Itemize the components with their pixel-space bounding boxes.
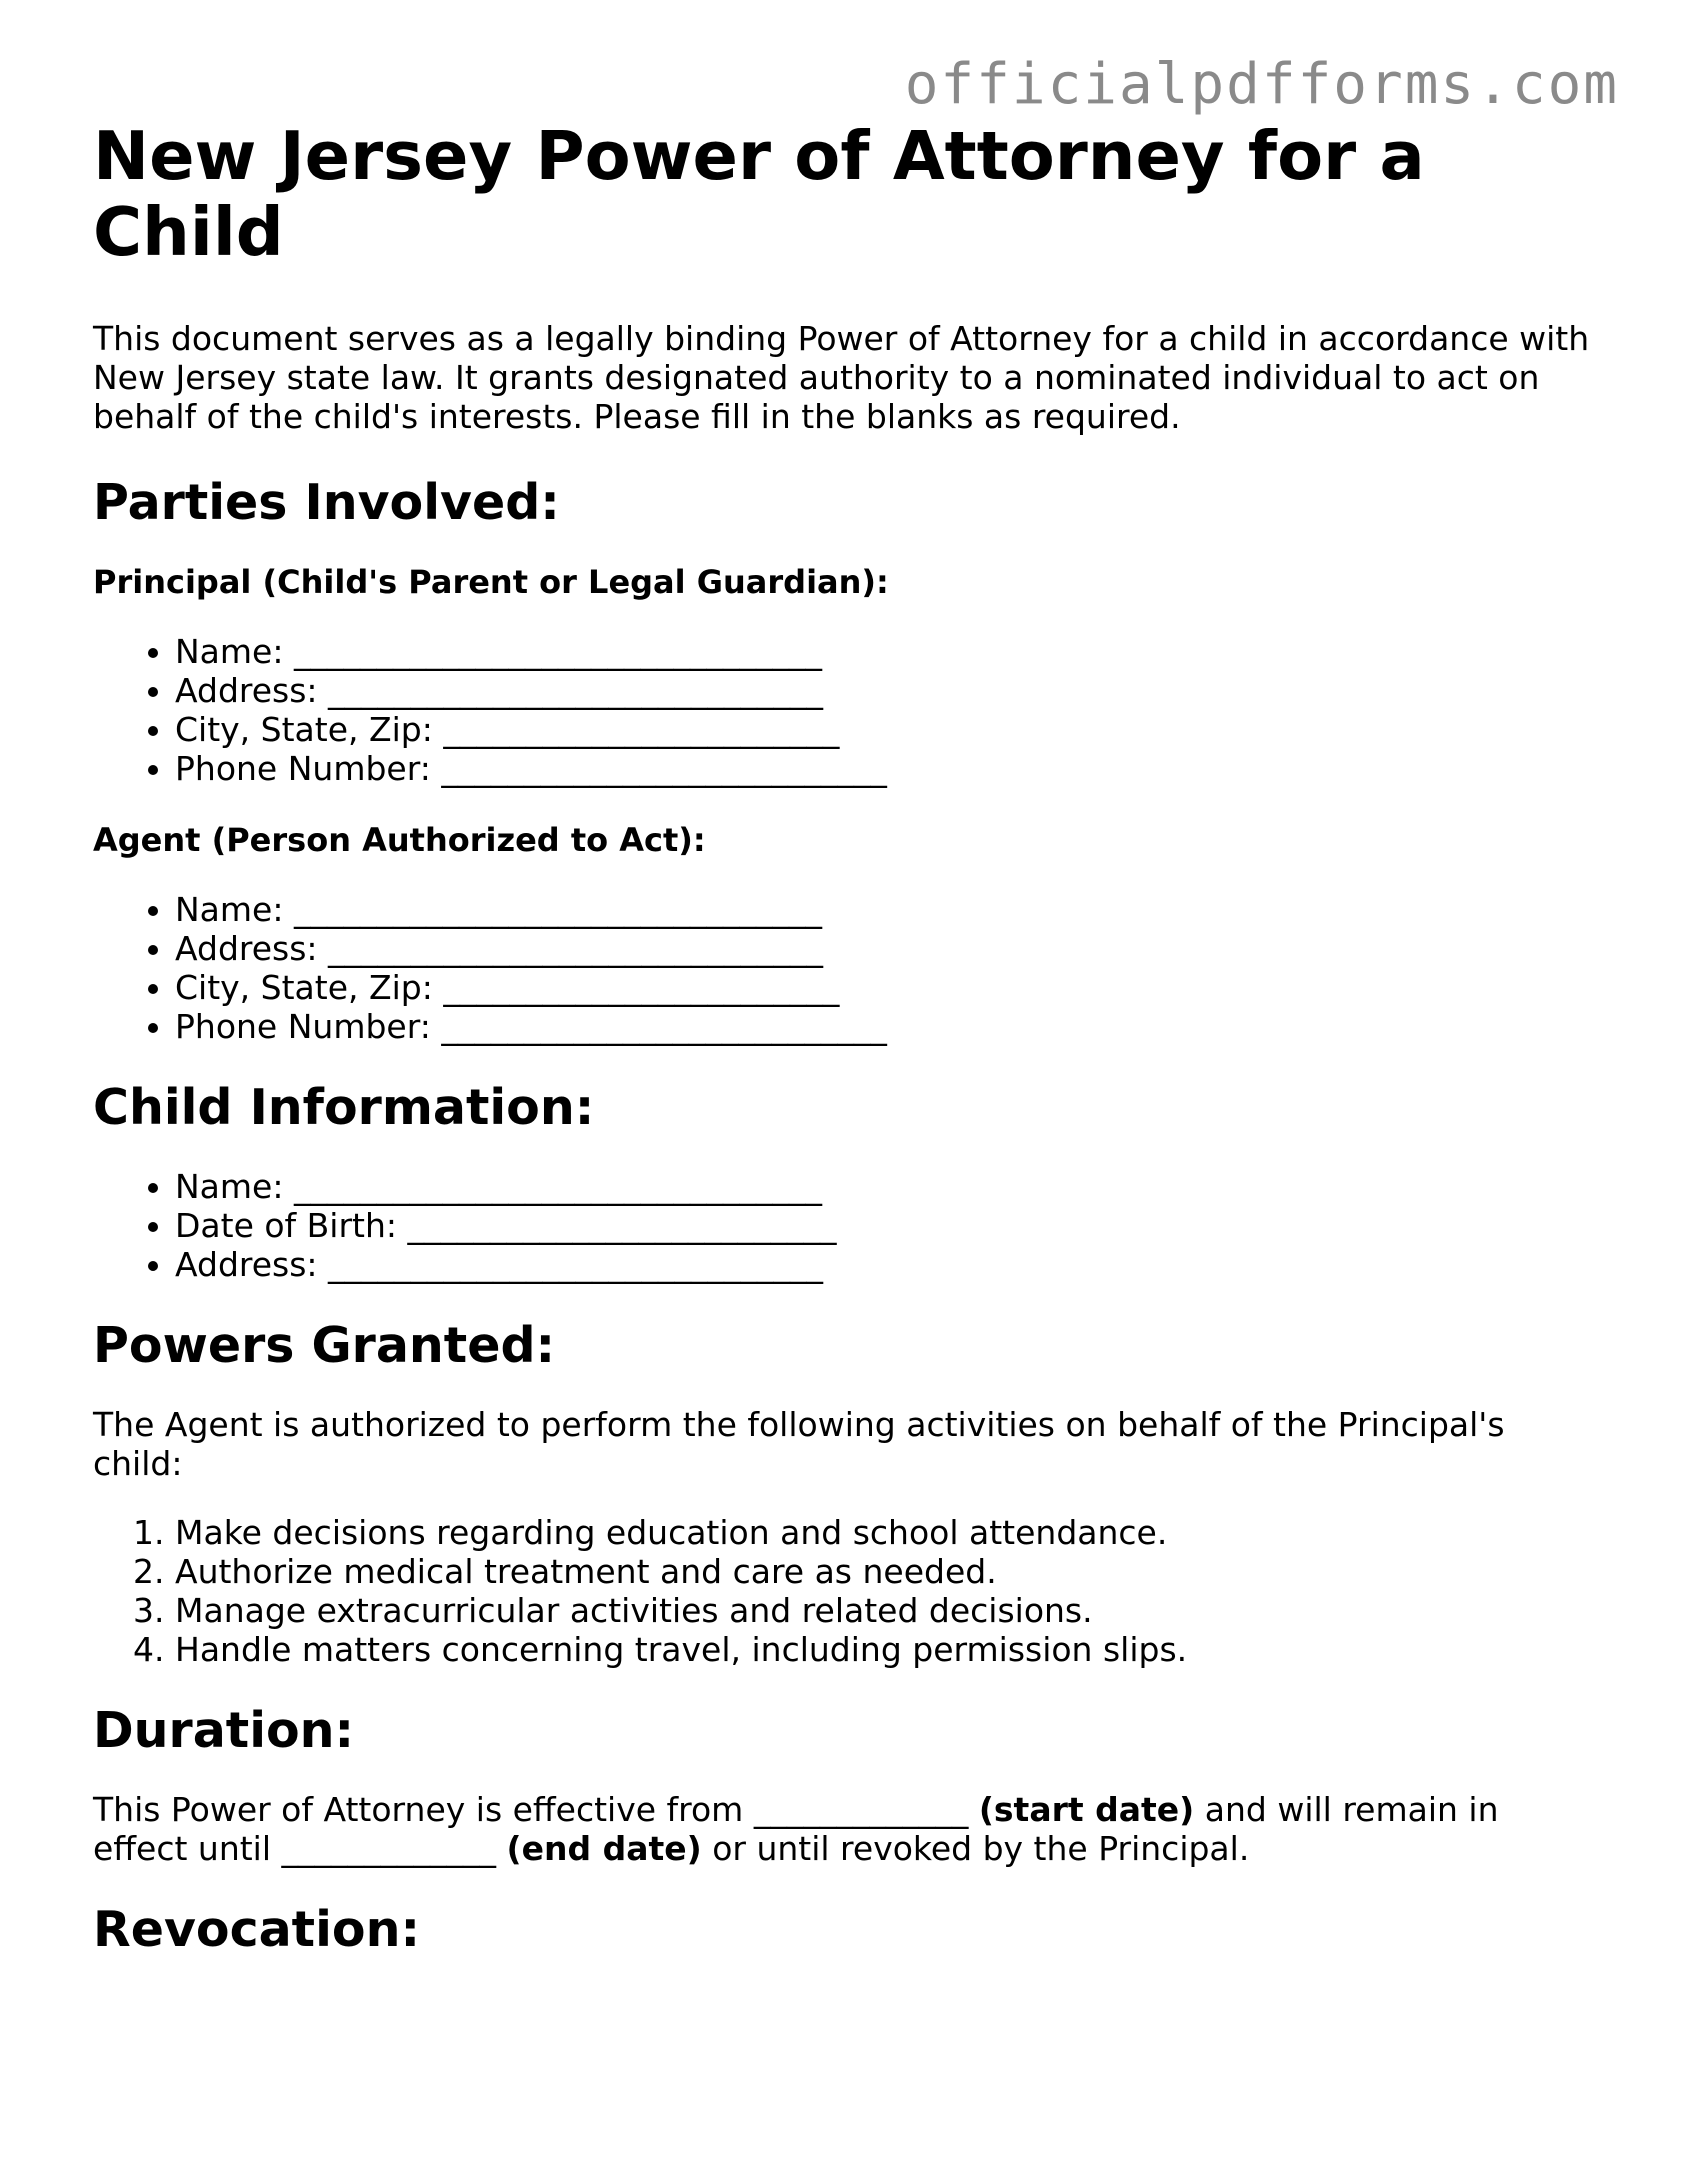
agent-name-field[interactable]: • Name: ________________________________ (175, 890, 1593, 929)
parties-heading: Parties Involved: (93, 474, 560, 531)
principal-name-field[interactable]: • Name: ________________________________ (175, 632, 1593, 671)
end-date-label: (end date) (506, 1829, 702, 1868)
document-page (93, 118, 1593, 1959)
principal-city-state-zip-field[interactable]: • City, State, Zip: ________________________ (175, 710, 1593, 749)
agent-phone-field[interactable]: • Phone Number: ___________________________ (175, 1007, 1593, 1046)
duration-heading: Duration: (93, 1702, 355, 1759)
page-title: New Jersey Power of Attorney for a Child (93, 117, 1425, 271)
child-heading: Child Information: (93, 1079, 595, 1136)
child-name-field[interactable]: • Name: ________________________________ (175, 1167, 1593, 1206)
agent-fields (93, 890, 1593, 1046)
principal-fields (93, 632, 1593, 788)
revocation-heading: Revocation: (93, 1901, 421, 1958)
principal-phone-field[interactable]: • Phone Number: ___________________________ (175, 749, 1593, 788)
power-item: 1. Make decisions regarding education and school attendance. (175, 1513, 1593, 1552)
agent-heading: Agent (Person Authorized to Act): (93, 821, 706, 859)
powers-list (93, 1513, 1593, 1669)
child-fields (93, 1167, 1593, 1284)
principal-heading: Principal (Child's Parent or Legal Guardian): (93, 563, 889, 601)
powers-heading: Powers Granted: (93, 1317, 556, 1374)
principal-address-field[interactable]: • Address: ______________________________ (175, 671, 1593, 710)
child-address-field[interactable]: • Address: ______________________________ (175, 1245, 1593, 1284)
child-dob-field[interactable]: • Date of Birth: __________________________ (175, 1206, 1593, 1245)
intro-paragraph: This document serves as a legally binding Power of Attorney for a child in accordance with New Jersey state law. It grants designated authority to a nominated individual to act on behalf of the child's interests. Please fill in the blanks as required. (93, 319, 1590, 436)
duration-paragraph: This Power of Attorney is effective from _____________ (start date) and will remain in effect until _____________ (end date) or until revoked by the Principal. (93, 1790, 1499, 1868)
start-date-field[interactable]: _____________ (753, 1790, 969, 1829)
agent-city-state-zip-field[interactable]: • City, State, Zip: ________________________ (175, 968, 1593, 1007)
start-date-label: (start date) (978, 1790, 1195, 1829)
power-item: 4. Handle matters concerning travel, including permission slips. (175, 1630, 1593, 1669)
watermark: officialpdfforms.com (904, 52, 1619, 117)
power-item: 3. Manage extracurricular activities and related decisions. (175, 1591, 1593, 1630)
end-date-field[interactable]: _____________ (281, 1829, 497, 1868)
agent-address-field[interactable]: • Address: ______________________________ (175, 929, 1593, 968)
powers-intro: The Agent is authorized to perform the following activities on behalf of the Principal's child: (93, 1405, 1505, 1483)
power-item: 2. Authorize medical treatment and care as needed. (175, 1552, 1593, 1591)
